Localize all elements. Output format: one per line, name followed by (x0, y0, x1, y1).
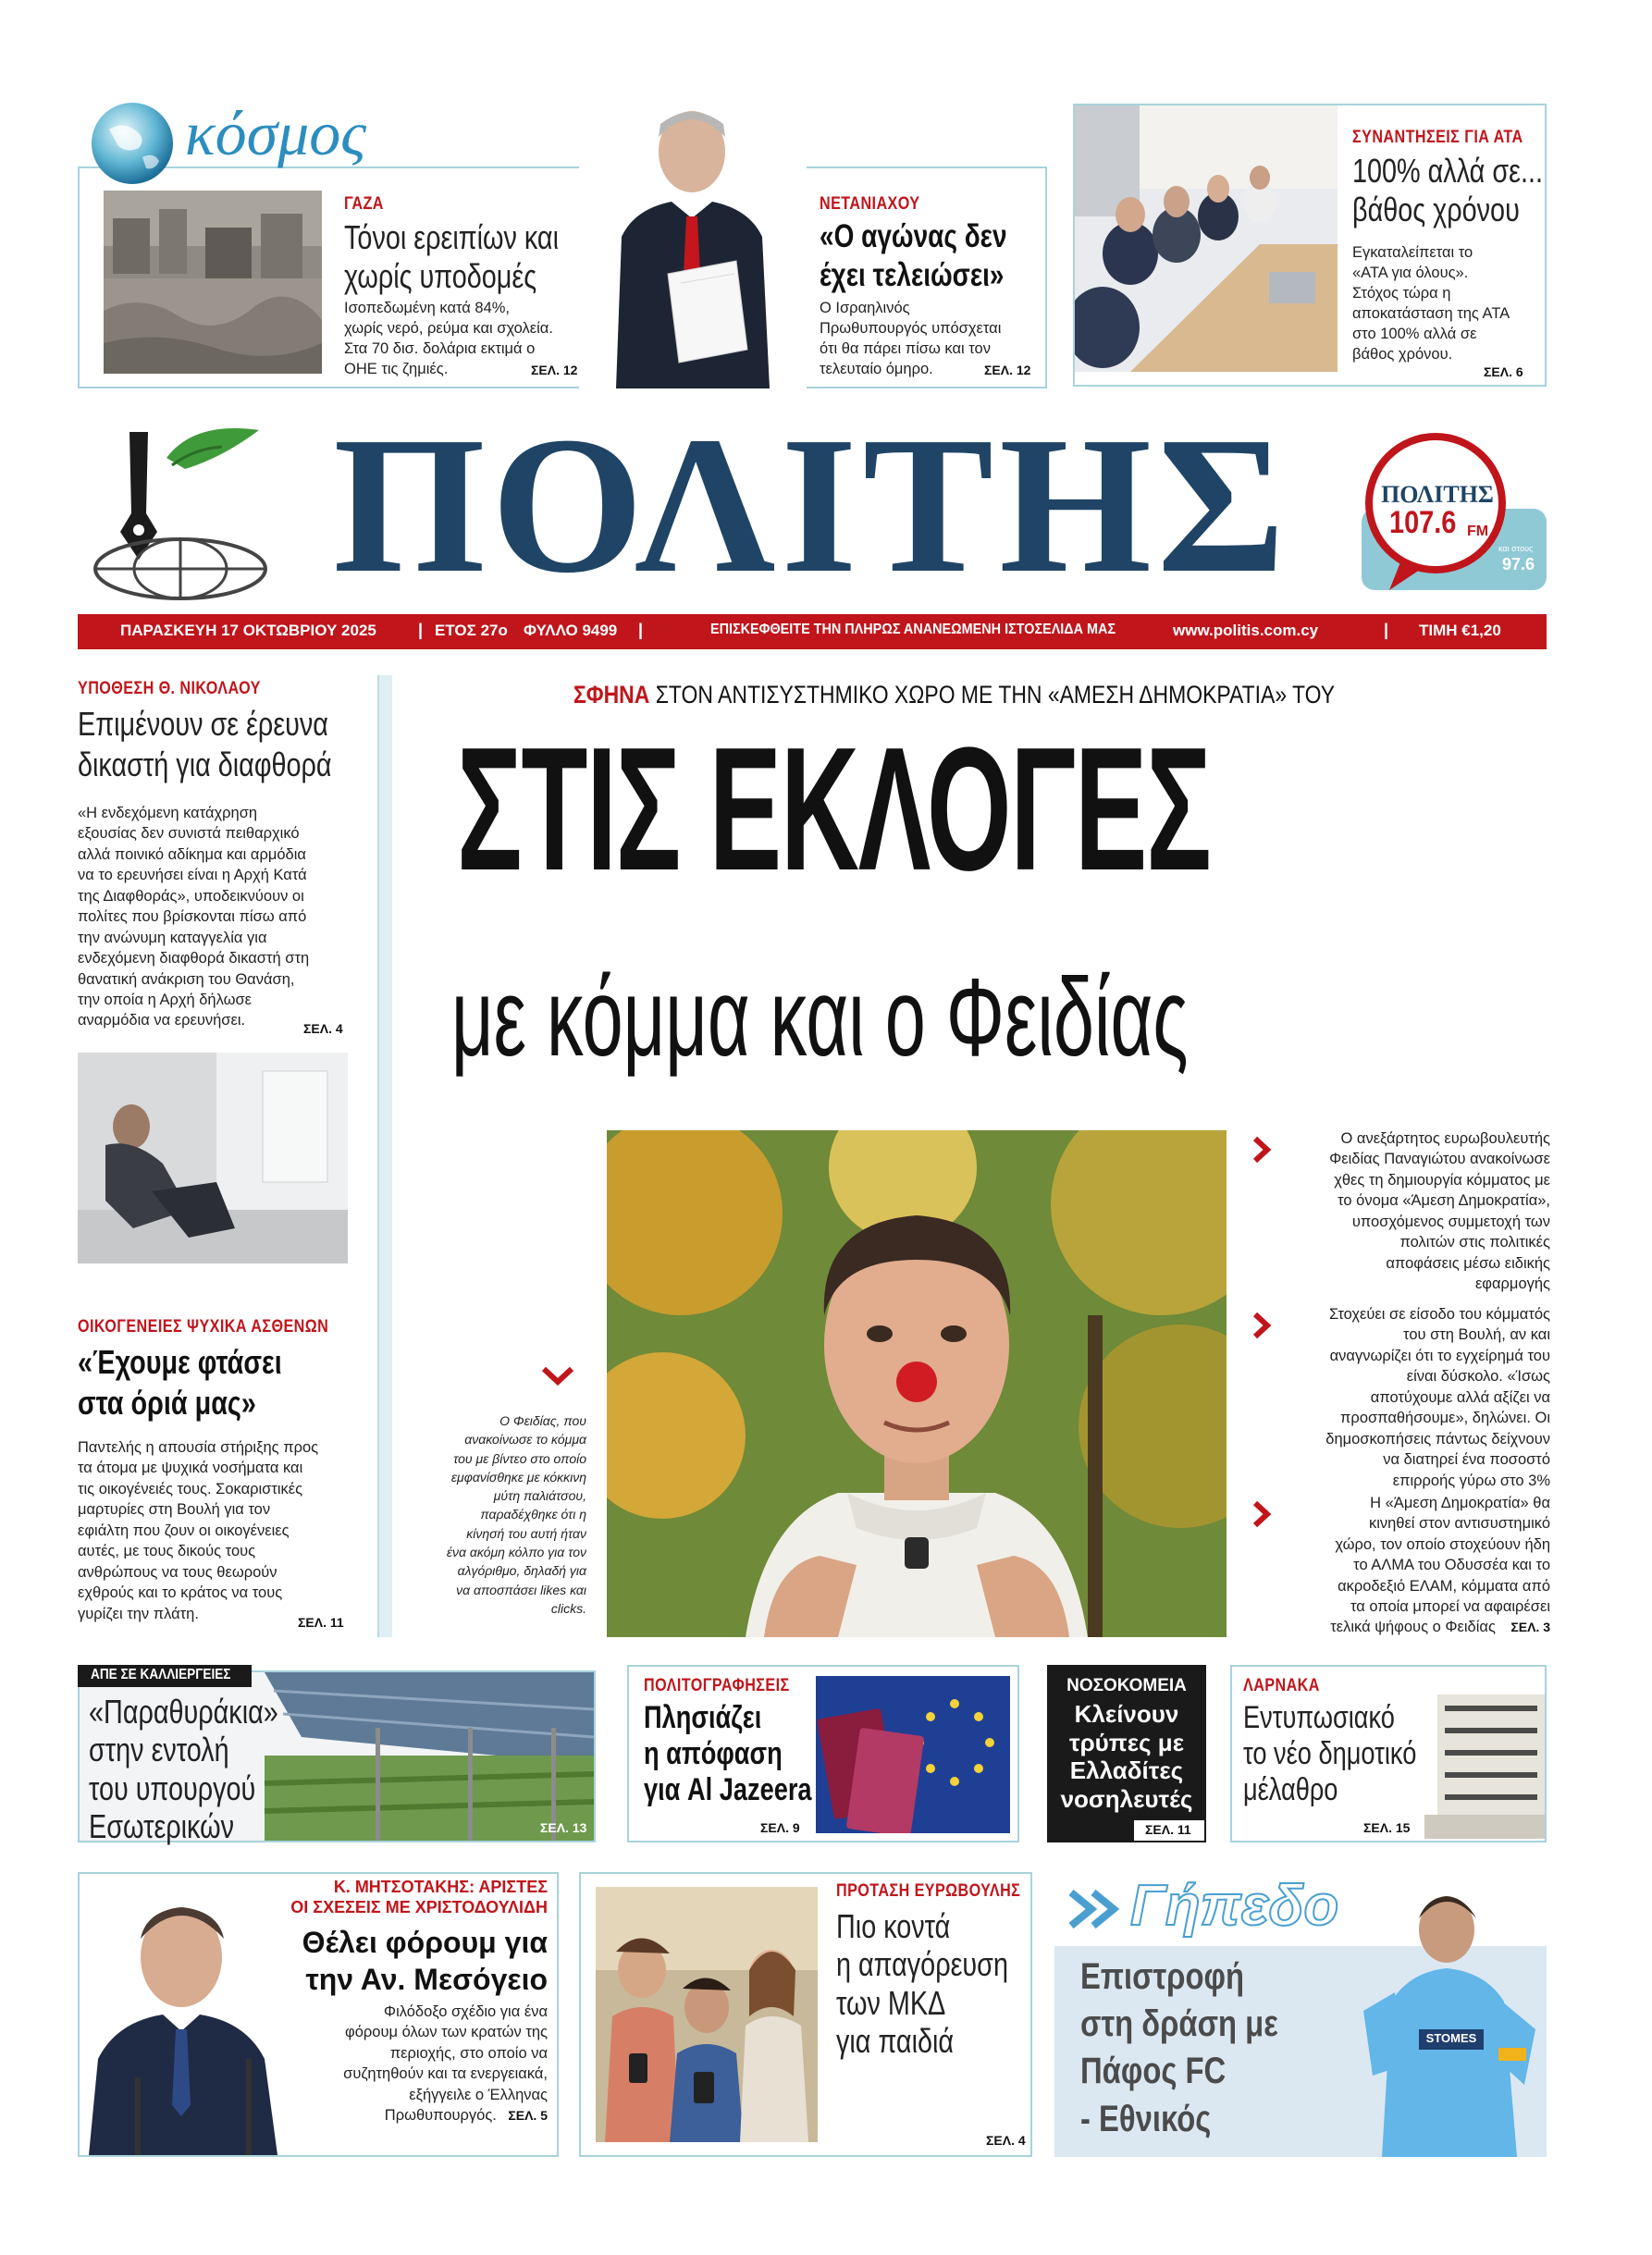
left-story2-page-ref: ΣΕΛ. 11 (298, 1615, 344, 1630)
netanyahu-body-4: τελευταίο όμηρο. (820, 361, 933, 377)
mitsotakis-kicker-1: Κ. ΜΗΤΣΟΤΑΚΗΣ: ΑΡΙΣΤΕΣ (333, 1878, 548, 1896)
lead-page-ref: ΣΕΛ. 3 (1510, 1620, 1550, 1634)
mkd-headline-line: για παιδιά (836, 2022, 955, 2061)
lead-caption-line: κίνησή του αυτή ήταν (466, 1525, 586, 1541)
mkd-headline-line: η απαγόρευση (836, 1945, 1008, 1984)
gipedo-headline-line: στη δράση με (1080, 2003, 1278, 2045)
radio-badge (1352, 427, 1552, 599)
ata-headline-1: 100% αλλά σε... (1352, 152, 1543, 190)
dateline-price: ΤΙΜΗ €1,20 (1419, 622, 1501, 639)
ata-body-5: στο 100% αλλά σε (1352, 326, 1477, 342)
dateline-sep-3: | (1384, 621, 1389, 639)
ata-body-2: «ΑΤΑ για όλους». (1352, 265, 1469, 281)
lead-bullet-3-last (1282, 1617, 1550, 1637)
lead-bullet-2 (1282, 1304, 1550, 1491)
bullet-chevron-icon (1252, 1312, 1271, 1339)
lead-bullet-1-line: το όνομα «Άμεση Δημοκρατία», (1338, 1192, 1550, 1210)
lead-bullet-2-line: προσπαθήσουμε», δηλώνει. Οι (1340, 1410, 1550, 1427)
lead-kicker (573, 681, 1335, 709)
left-story1-line: την οποία η Αρχή δήλωσε (78, 991, 253, 1008)
left-story1-line: να το ερευνήσει είναι η Αρχή Κατά (78, 867, 307, 884)
mkd-headline-line: Πιο κοντά (836, 1907, 951, 1945)
left-story2-line: τις οικογένειές τους. Σοκαριστικές (78, 1480, 303, 1497)
larnaka-page-ref: ΣΕΛ. 15 (1363, 1820, 1411, 1835)
ata-body-1: Εγκαταλείπεται το (1352, 244, 1473, 261)
lead-bullet-1-line: χθες τη δημιουργία κόμματος με (1334, 1171, 1550, 1189)
left-story1-line: την ανώνυμη καταγγελία για (78, 929, 267, 946)
mitsotakis-line: Πρωθυπουργός. (384, 2107, 497, 2124)
lead-bullet-2-line: αποτύχουμε αλλά αξίζει να (1370, 1388, 1550, 1406)
left-column-divider (377, 675, 392, 1637)
ata-body-6: βάθος χρόνου. (1352, 346, 1453, 363)
gaza-body-3: Στα 70 δισ. δολάρια εκτιμά ο (344, 340, 536, 357)
netanyahu-body-2: Πρωθυπουργός υπόσχεται (820, 320, 1002, 337)
dateline-site-text: ΕΠΙΣΚΕΦΘΕΙΤΕ ΤΗΝ ΠΛΗΡΩΣ ΑΝΑΝΕΩΜΕΝΗ ΙΣΤΟΣΕΛΙΔΑ ΜΑΣ (710, 622, 1116, 637)
larnaka-kicker: ΛΑΡΝΑΚΑ (1243, 1676, 1320, 1695)
dateline-date: ΠΑΡΑΣΚΕΥΗ 17 ΟΚΤΩΒΡΙΟΥ 2025 (120, 622, 376, 639)
left-story1-line: «Η ενδεχόμενη κατάχρηση (78, 805, 258, 821)
politografiseis-page-ref: ΣΕΛ. 9 (760, 1820, 800, 1835)
politografiseis-headline-line: για Al Jazeera (644, 1772, 812, 1808)
lead-caption-line: clicks. (550, 1600, 586, 1616)
lead-caption-line: του με βίντεο στο οποίο (453, 1450, 586, 1466)
gipedo-headline-line: - Εθνικός (1080, 2098, 1212, 2139)
left-story1-line: της Διαφθοράς», υποδεικνύουν οι (78, 887, 304, 905)
larnaka-headline-line: μέλαθρο (1243, 1772, 1338, 1808)
lead-bullet-3-line: το ΑΛΜΑ του Οδυσσέα και το (1353, 1557, 1550, 1574)
gaza-body-1: Ισοπεδωμένη κατά 84%, (344, 300, 510, 316)
ape-headline-line: «Παραθυράκια» (89, 1693, 278, 1731)
kosmos-label: κόσμος (185, 98, 366, 168)
mitsotakis-line: φόρουμ όλων των κρατών της (345, 2024, 548, 2041)
lead-caption-line: ανακοίνωσε το κόμμα (464, 1432, 586, 1448)
mitsotakis-last (277, 2105, 548, 2126)
ata-headline-2: βάθος χρόνου (1352, 191, 1520, 228)
dateline-issue: ΦΥΛΛΟ 9499 (524, 622, 618, 639)
netanyahu-headline-1: «Ο αγώνας δεν (820, 218, 1007, 254)
lead-bullet-3-line: κινηθεί στον αντισυστημικό (1368, 1515, 1550, 1533)
left-story1-line: ενδεχόμενη διαφθορά δικαστή στη (78, 950, 310, 967)
ata-body-4: αποκατάσταση της ΑΤΑ (1352, 305, 1510, 322)
left-story1-page-ref: ΣΕΛ. 4 (303, 1021, 343, 1036)
lead-bullet-2-line: επιρροής γύρω στο 3% (1392, 1472, 1550, 1489)
mitsotakis-kicker-2: ΟΙ ΣΧΕΣΕΙΣ ΜΕ ΧΡΙΣΤΟΔΟΥΛΙΔΗ (290, 1898, 548, 1916)
left-story2-line: εφιάλτη που ζουν οι οικογένειες (78, 1522, 290, 1539)
left-story1-line: εξουσίας δεν συνιστά πειθαρχικό (78, 825, 300, 843)
nosokomeia-headline-line: Ελλαδίτες (1069, 1756, 1184, 1785)
lead-bullet-1-line: Φειδίας Παναγιώτου ανακοίνωσε (1329, 1151, 1550, 1168)
left-story2-line: Παντελής η απουσία στήριξης προς (78, 1439, 319, 1456)
netanyahu-kicker: ΝΕΤΑΝΙΑΧΟΥ (820, 194, 920, 214)
larnaka-headline-line: Εντυπωσιακό (1243, 1700, 1395, 1735)
mitsotakis-headline-line: την Αν. Μεσόγειο (305, 1963, 548, 1996)
double-chevron-icon (1067, 1887, 1123, 1931)
lead-caption-line: μύτη παλιάτσου, (493, 1488, 586, 1504)
mitsotakis-headline (277, 1924, 548, 1998)
left-story1-line: αναρμόδια να ερευνήσει. (78, 1012, 246, 1029)
lead-bullet-1-line: εφαρμογής (1474, 1275, 1550, 1293)
ape-headline-line: στην εντολή (89, 1731, 229, 1769)
lead-bullet-1-line: αποφάσεις μέσω ειδικής (1386, 1254, 1550, 1272)
ata-meeting-photo (1075, 105, 1338, 372)
lead-bullet-1-line: Ο ανεξάρτητος ευρωβουλευτής (1340, 1130, 1550, 1147)
netanyahu-headline-2: έχει τελειώσει» (820, 257, 1005, 293)
mitsotakis-line: εξήγγειλε ο Έλληνας (409, 2086, 548, 2103)
netanyahu-body-1: Ο Ισραηλινός (820, 300, 910, 316)
lead-bullet-2-line: αναγνωρίζει ότι το εγχείρημά του (1329, 1347, 1550, 1364)
gaza-body-4: ΟΗΕ τις ζημιές. (344, 361, 449, 377)
politografiseis-headline-line: Πλησιάζει (644, 1700, 762, 1735)
ata-page-ref: ΣΕΛ. 6 (1484, 364, 1523, 379)
lead-bullet-3-line: τα οποία μπορεί να αφαιρέσει (1350, 1598, 1550, 1616)
lead-bullet-3-line: Η «Άμεση Δημοκρατία» θα (1370, 1495, 1550, 1511)
nosokomeia-headline-line: νοσηλευτές (1060, 1785, 1193, 1814)
left-story1-line: πολίτες που βρίσκονται πίσω από (78, 908, 307, 926)
dateline-url[interactable]: www.politis.com.cy (1173, 622, 1319, 639)
gipedo-headline-line: Επιστροφή (1080, 1956, 1245, 1997)
nosokomeia-page-ref: ΣΕΛ. 11 (1145, 1822, 1191, 1837)
globe-icon (81, 92, 183, 194)
lead-headline-2: με κόμμα και ο Φειδίας (451, 955, 1189, 1079)
footballer-photo (1326, 1872, 1547, 2157)
nosokomeia-headline-line: τρύπες με (1068, 1728, 1185, 1756)
left-story1-headline-1: Επιμένουν σε έρευνα (78, 705, 328, 743)
netanyahu-page-ref: ΣΕΛ. 12 (984, 363, 1031, 377)
masthead-title: ΠΟΛΙΤΗΣ (333, 396, 1291, 613)
mkd-page-ref: ΣΕΛ. 4 (986, 2133, 1026, 2148)
bullet-chevron-icon (1252, 1136, 1271, 1164)
radio-alt-label: και στους (1498, 544, 1534, 553)
left-story2-headline-1: «Έχουμε φτάσει (78, 1343, 282, 1381)
mitsotakis-page-ref: ΣΕΛ. 5 (508, 2108, 548, 2123)
lead-bullet-3 (1282, 1493, 1550, 1618)
gipedo-headline (1080, 1953, 1322, 2143)
netanyahu-photo (579, 80, 807, 388)
lead-kicker-rest: ΣΤΟΝ ΑΝΤΙΣΥΣΤΗΜΙΚΟ ΧΩΡΟ ΜΕ ΤΗΝ «ΑΜΕΣΗ ΔΗΜΟΚΡΑΤΙΑ» ΤΟΥ (655, 681, 1336, 709)
left-story1-body (78, 803, 355, 1031)
lead-bullet-2-line: του στη Βουλή, αν και (1403, 1326, 1550, 1344)
dateline-sep-1: | (418, 621, 424, 639)
mkd-headline-line: των ΜΚΔ (836, 1983, 946, 2022)
radio-alt-freq: 97.6 (1502, 555, 1535, 573)
gaza-ruins-photo (104, 191, 322, 374)
sitting-man-photo (78, 1053, 348, 1263)
radio-name: ΠΟΛΙΤΗΣ (1381, 481, 1494, 508)
gaza-headline-1: Τόνοι ερειπίων και (344, 218, 559, 256)
chevron-down-icon (542, 1365, 573, 1387)
politis-logo-icon (83, 421, 277, 606)
lead-bullet-3-line: χώρο, τον οποίο στοχεύουν ήδη (1335, 1535, 1550, 1553)
nosokomeia-headline-line: Κλείνουν (1074, 1700, 1179, 1728)
lead-caption-line: να αποσπάσει likes και (456, 1582, 586, 1597)
feidias-photo (607, 1130, 1227, 1637)
politografiseis-headline-line: η απόφαση (644, 1736, 783, 1772)
left-story2-headline-2: στα όριά μας» (78, 1384, 256, 1422)
lead-bullet-3-line: τελικά ψήφους ο Φειδίας (1330, 1619, 1496, 1635)
ata-body-3: Στόχος τώρα η (1352, 285, 1451, 302)
left-story2-line: αυτές, με τους δικούς τους (78, 1543, 256, 1560)
gipedo-headline-line: Πάφος FC (1080, 2051, 1227, 2092)
left-story2-line: εχθρούς και το κράτος να τους (78, 1584, 283, 1602)
gaza-body-2: χωρίς νερό, ρεύμα και σχολεία. (344, 320, 553, 337)
radio-fm: FM (1467, 524, 1489, 539)
left-story1-headline-2: δικαστή για διαφθορά (78, 746, 332, 783)
lead-bullet-2-line: δημοσκοπήσεις πάντως δείχνουν (1325, 1430, 1550, 1448)
children-phones-photo (596, 1887, 818, 2142)
lead-bullet-1 (1282, 1128, 1550, 1295)
lead-caption-line: ένα ακόμη κόλπο για τον (446, 1545, 586, 1560)
left-story2-body (78, 1437, 355, 1624)
mitsotakis-line: Φιλόδοξο σχέδιο για ένα (383, 2003, 548, 2020)
ape-headline-line: Εσωτερικών (89, 1807, 234, 1846)
radio-freq: 107.6 (1389, 505, 1457, 540)
lead-headline-1: ΣΤΙΣ ΕΚΛΟΓΕΣ (457, 711, 1211, 907)
lead-caption-line: παραδέχθηκε ότι η (480, 1507, 586, 1522)
left-story2-line: ανθρώπους να τους θεωρούν (78, 1563, 277, 1581)
lead-bullet-1-line: υποσχόμενος συμμετοχή των (1351, 1213, 1550, 1230)
lead-bullet-3-line: ακροδεξιό ΕΛΑΜ, κόμματα από (1338, 1577, 1550, 1595)
left-story1-line: θανατική ανάκριση του Θανάση, (78, 970, 295, 988)
lead-caption-line: αλγόριθμο, δηλαδή για (457, 1563, 586, 1579)
left-story2-line: μαρτυρίες στη Βουλή για τον (78, 1501, 271, 1519)
lead-caption (396, 1411, 586, 1618)
politografiseis-kicker: ΠΟΛΙΤΟΓΡΑΦΗΣΕΙΣ (644, 1676, 790, 1695)
mkd-kicker: ΠΡΟΤΑΣΗ ΕΥΡΩΒΟΥΛΗΣ (836, 1881, 1021, 1901)
left-story1-line: αλλά ποινικό αδίκημα και αρμόδια (78, 845, 306, 863)
bullet-chevron-icon (1252, 1500, 1271, 1528)
dateline-year: ΕΤΟΣ 27ο (435, 622, 508, 639)
ape-headline-line: του υπουργού (89, 1768, 256, 1807)
gaza-kicker: ΓΑΖΑ (344, 194, 384, 214)
dateline-sep-2: | (638, 621, 644, 639)
gipedo-label: Γήπεδο (1130, 1874, 1339, 1938)
lead-bullet-2-line: Στοχεύει σε είσοδο του κόμματός (1328, 1306, 1550, 1323)
left-story1-kicker: ΥΠΟΘΕΣΗ Θ. ΝΙΚΟΛΑΟΥ (78, 679, 261, 698)
lead-bullet-2-line: είναι δύσκολο. «Ίσως (1406, 1368, 1550, 1386)
ape-kicker: ΑΠΕ ΣΕ ΚΑΛΛΙΕΡΓΕΙΕΣ (91, 1667, 231, 1682)
ape-page-ref: ΣΕΛ. 13 (540, 1820, 587, 1835)
mitsotakis-headline-line: Θέλει φόρουμ για (302, 1926, 548, 1959)
gaza-headline-2: χωρίς υποδομές (344, 257, 537, 295)
town-hall-photo (1424, 1676, 1545, 1839)
mitsotakis-line: περιοχής, στο οποίο να (389, 2044, 548, 2062)
lead-bullet-1-line: πολιτών στις πολιτικές (1399, 1234, 1550, 1251)
lead-bullet-2-line: να διατηρεί ένα ποσοστό (1383, 1451, 1550, 1469)
netanyahu-body-3: ότι θα πάρει πίσω και τον (820, 340, 991, 357)
left-story2-line: τα άτομα με ψυχικά νοσήματα και (78, 1460, 303, 1477)
left-story2-kicker: ΟΙΚΟΓΕΝΕΙΕΣ ΨΥΧΙΚΑ ΑΣΘΕΝΩΝ (78, 1317, 329, 1337)
left-story2-line: γυρίζει την πλάτη. (78, 1605, 199, 1622)
ata-kicker: ΣΥΝΑΝΤΗΣΕΙΣ ΓΙΑ ΑΤΑ (1352, 128, 1523, 147)
jersey-text: STOMES (1425, 2031, 1477, 2045)
lead-kicker-red: ΣΦΗΝΑ (573, 681, 650, 709)
larnaka-headline-line: το νέο δημοτικό (1243, 1736, 1417, 1772)
nosokomeia-headline (1047, 1700, 1206, 1814)
eu-passport-photo (816, 1676, 1010, 1833)
mitsotakis-line: συζητηθούν και τα ενεργειακά, (343, 2065, 548, 2083)
gaza-page-ref: ΣΕΛ. 12 (531, 363, 578, 377)
mkd-headline (836, 1907, 1051, 2061)
lead-caption-line: εμφανίσθηκε με κόκκινη (450, 1469, 586, 1485)
lead-caption-line: Ο Φειδίας, που (499, 1413, 586, 1428)
nosokomeia-kicker: ΝΟΣΟΚΟΜΕΙΑ (1066, 1676, 1187, 1695)
ape-headline (89, 1693, 326, 1846)
mitsotakis-body (277, 2002, 548, 2105)
